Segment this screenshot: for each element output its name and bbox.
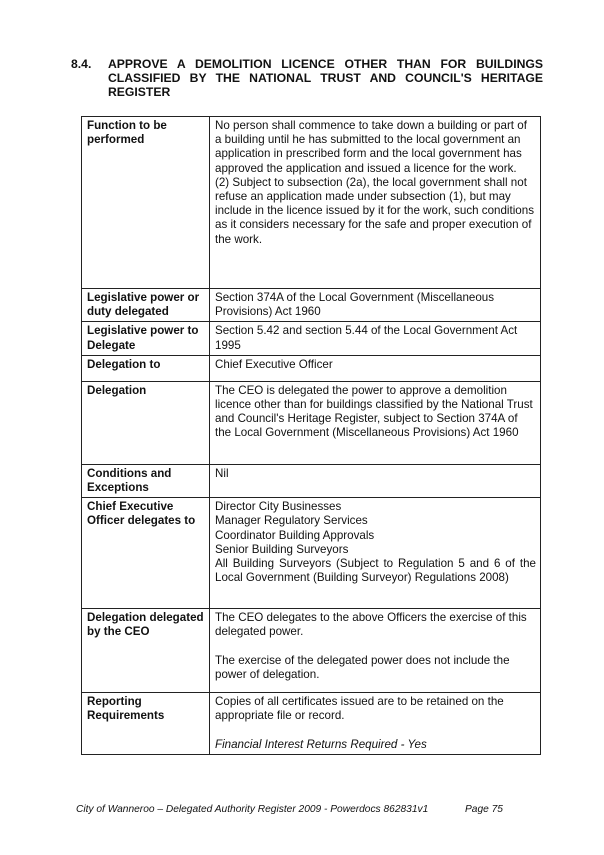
row-label: Delegation to (82, 355, 210, 381)
row-value (210, 117, 541, 289)
row-value: Section 5.42 and section 5.44 of the Local Government Act 1995 (210, 322, 541, 355)
row-label: Function to be performed (82, 117, 210, 289)
row-value: Nil (210, 464, 541, 497)
row-label: Delegation (82, 381, 210, 464)
row-label: Reporting Requirements (82, 693, 210, 755)
row-label: Legislative power to Delegate (82, 322, 210, 355)
section-number: 8.4. (71, 57, 92, 71)
paragraph-italic: Financial Interest Returns Required - Yes (215, 737, 427, 751)
page-footer (76, 804, 503, 815)
paragraph: The exercise of the delegated power does not include the power of delegation. (215, 653, 510, 681)
section-title: APPROVE A DEMOLITION LICENCE OTHER THAN FOR BUILDINGS CLASSIFIED BY THE NATIONAL TRUST AND COUNCIL'S HERITAGE REGISTER (108, 57, 543, 99)
delegate-item: Manager Regulatory Services (215, 514, 368, 528)
row-value (210, 498, 541, 609)
table-row (82, 322, 541, 355)
delegate-item: Coordinator Building Approvals (215, 528, 375, 542)
row-label: Legislative power or duty delegated (82, 289, 210, 322)
table-row (82, 381, 541, 464)
row-value (210, 609, 541, 693)
table-row (82, 464, 541, 497)
footer-text: City of Wanneroo – Delegated Authority Register 2009 - Powerdocs 862831v1 (76, 804, 429, 815)
row-label: Delegation delegated by the CEO (82, 609, 210, 693)
row-value: Section 374A of the Local Government (Miscellaneous Provisions) Act 1960 (210, 289, 541, 322)
paragraph: No person shall commence to take down a building or part of a building until he has submitted to the local government an application in prescribed form and the local government has approved the application and issued a licence for the work. (215, 119, 527, 175)
row-value: Chief Executive Officer (210, 355, 541, 381)
table-row (82, 289, 541, 322)
paragraph: (2) Subject to subsection (2a), the local government shall not refuse an application made under subsection (1), but may include in the licence issued by it for the work, such conditions as it considers necessary for the safe and proper execution of the work. (215, 175, 534, 246)
delegate-item: All Building Surveyors (Subject to Regulation 5 and 6 of the Local Government (Building Surveyor) Regulations 2008) (215, 557, 536, 585)
paragraph-gap (215, 724, 536, 738)
paragraph: Copies of all certificates issued are to be retained on the appropriate file or record. (215, 695, 504, 723)
paragraph-gap (215, 640, 536, 654)
row-value: The CEO is delegated the power to approve a demolition licence other than for buildings classified by the National Trust and Council's Heritage Register, subject to Section 374A of the Local Government (Miscellaneous Provisions) Act 1960 (210, 381, 541, 464)
section-heading (71, 57, 543, 99)
table-row (82, 498, 541, 609)
row-label: Conditions and Exceptions (82, 464, 210, 497)
table-row (82, 609, 541, 693)
delegation-table (81, 116, 541, 755)
table-row (82, 355, 541, 381)
row-label: Chief Executive Officer delegates to (82, 498, 210, 609)
page-number: Page 75 (465, 804, 503, 815)
delegate-item: Senior Building Surveyors (215, 542, 349, 556)
delegate-item: Director City Businesses (215, 500, 342, 514)
table-row (82, 693, 541, 755)
table-row (82, 117, 541, 289)
row-value (210, 693, 541, 755)
paragraph: The CEO delegates to the above Officers the exercise of this delegated power. (215, 611, 527, 639)
